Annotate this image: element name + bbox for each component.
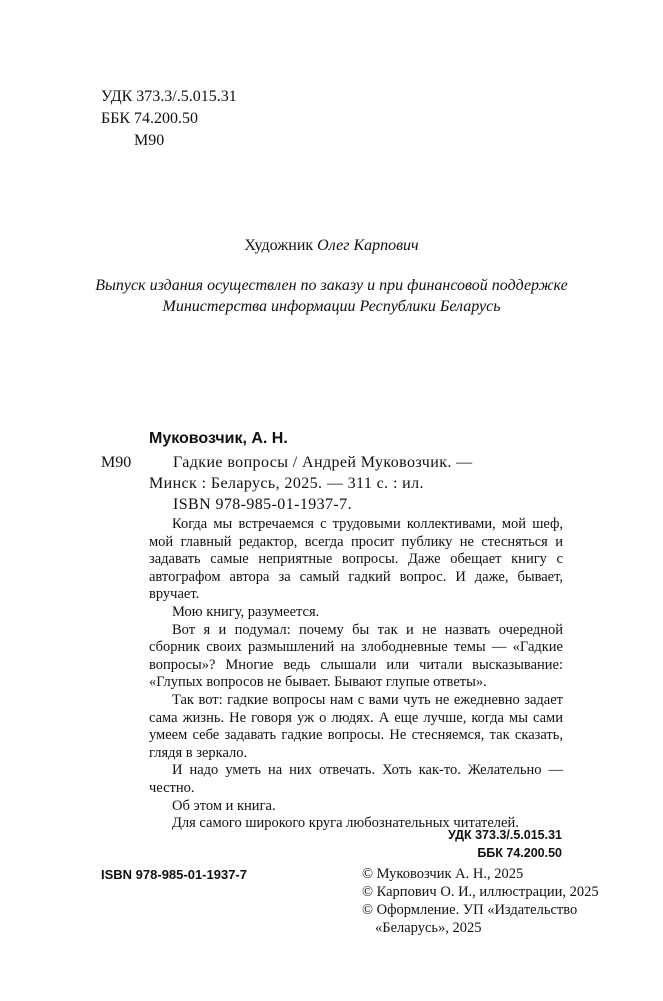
copyright-block: [362, 865, 599, 937]
annotation-paragraph: Так вот: гадкие вопросы нам с вами чуть не ежедневно задает сама жизнь. Не говоря уж о людях. А еще лучше, когда мы сами умеем себе задавать гадкие вопросы. Не стесняемся, так сказать, глядя в зеркало.: [149, 691, 563, 761]
author-mark: М90: [134, 132, 165, 149]
card-author-mark: М90: [101, 454, 132, 471]
annotation-paragraph: Для самого широкого круга любознательных читателей.: [172, 815, 519, 832]
card-title-line: Гадкие вопросы / Андрей Муковозчик. —: [173, 454, 473, 471]
bottom-udk: УДК 373.3/.5.015.31: [447, 828, 562, 842]
bottom-bbk: ББК 74.200.50: [477, 846, 562, 860]
artist-name: Олег Карпович: [317, 237, 419, 254]
funding-line-1: Выпуск издания осуществлен по заказу и при финансовой поддержке: [95, 277, 568, 294]
annotation-paragraph: Об этом и книга.: [172, 797, 276, 814]
card-isbn-line: ISBN 978-985-01-1937-7.: [173, 496, 352, 513]
artist-credit: [0, 237, 663, 255]
artist-label: Художник: [244, 237, 314, 254]
classification-block: [101, 86, 237, 152]
card-author: Муковозчик, А. Н.: [149, 430, 288, 447]
card-imprint-line: Минск : Беларусь, 2025. — 311 с. : ил.: [149, 475, 424, 492]
udk-code: УДК 373.3/.5.015.31: [101, 88, 237, 105]
card-annotation: [149, 516, 563, 833]
annotation-paragraph: Когда мы встречаемся с трудовыми коллективами, мой шеф, мой главный редактор, всегда просит публику не стесняться и задавать самые неприятные вопросы. Даже обещает книгу с автографом автора за самый гадкий вопрос. И даже, бывает, вручает.: [149, 516, 563, 603]
copyright-line: © Карпович О. И., иллюстрации, 2025: [362, 884, 599, 900]
funding-line-2: Министерства информации Республики Беларусь: [162, 298, 501, 315]
funding-note: [0, 275, 663, 317]
annotation-paragraph: И надо уметь на них отвечать. Хоть как-то. Желательно — честно.: [149, 762, 563, 796]
annotation-paragraph: Мою книгу, разумеется.: [172, 603, 320, 620]
annotation-paragraph: Вот я и подумал: почему бы так и не назвать очередной сборник своих размышлений на злободневные темы — «Гадкие вопросы»? Многие ведь слышали или читали высказывание: «Глупых вопросов не бывает. Бывают глупые ответы».: [149, 621, 563, 691]
copyright-line: © Оформление. УП «Издательство: [362, 902, 578, 918]
copyright-line: «Беларусь», 2025: [375, 920, 482, 936]
copyright-line: © Муковозчик А. Н., 2025: [362, 866, 524, 882]
bbk-code: ББК 74.200.50: [101, 110, 199, 127]
isbn: ISBN 978-985-01-1937-7: [101, 867, 247, 882]
bottom-classification: [448, 826, 562, 862]
